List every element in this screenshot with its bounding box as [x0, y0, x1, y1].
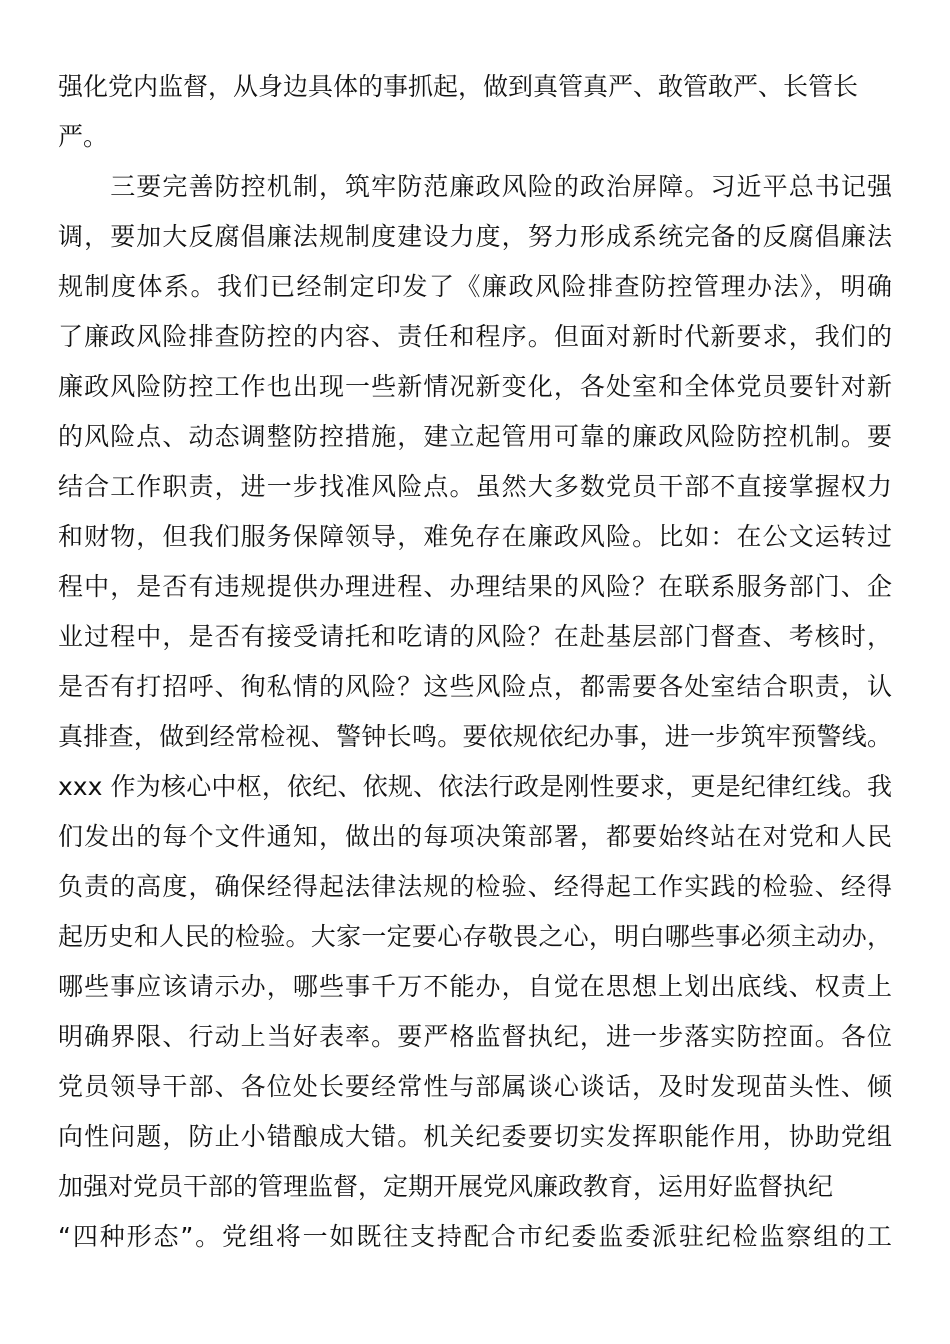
document-body-text [58, 62, 892, 1262]
text-line: 规制度体系。我们已经制定印发了《廉政风险排查防控管理办法》，明确 [58, 272, 892, 301]
text-line: 三要完善防控机制，筑牢防范廉政风险的政治屏障。习近平总书记强 [58, 172, 892, 201]
text-line: 结合工作职责，进一步找准风险点。虽然大多数党员干部不直接掌握权力 [58, 472, 892, 501]
text-line: 真排查，做到经常检视、警钟长鸣。要依规依纪办事，进一步筑牢预警线。 [58, 722, 892, 751]
text-line: “四种形态”。党组将一如既往支持配合市纪委监委派驻纪检监察组的工 [58, 1222, 892, 1251]
text-line: 哪些事应该请示办，哪些事千万不能办，自觉在思想上划出底线、权责上 [58, 972, 892, 1001]
text-line: 起历史和人民的检验。大家一定要心存敬畏之心，明白哪些事必须主动办， [58, 922, 892, 951]
text-line: 和财物，但我们服务保障领导，难免存在廉政风险。比如：在公文运转过 [58, 522, 892, 551]
text-line: 们发出的每个文件通知，做出的每项决策部署，都要始终站在对党和人民 [58, 822, 892, 851]
text-line: 强化党内监督，从身边具体的事抓起，做到真管真严、敢管敢严、长管长 [58, 72, 859, 101]
text-line: 了廉政风险排查防控的内容、责任和程序。但面对新时代新要求，我们的 [58, 322, 892, 351]
text-line: 是否有打招呼、徇私情的风险？这些风险点，都需要各处室结合职责，认 [58, 672, 892, 701]
text-line: 明确界限、行动上当好表率。要严格监督执纪，进一步落实防控面。各位 [58, 1022, 892, 1051]
text-line: 调，要加大反腐倡廉法规制度建设力度，努力形成系统完备的反腐倡廉法 [58, 222, 892, 251]
text-line: 的风险点、动态调整防控措施，建立起管用可靠的廉政风险防控机制。要 [58, 422, 892, 451]
text-line: 向性问题，防止小错酿成大错。机关纪委要切实发挥职能作用，协助党组 [58, 1122, 892, 1151]
text-line: 业过程中，是否有接受请托和吃请的风险？在赴基层部门督查、考核时， [58, 622, 892, 651]
text-line: 严。 [58, 122, 109, 151]
text-line: 加强对党员干部的管理监督，定期开展党风廉政教育，运用好监督执纪 [58, 1172, 834, 1201]
text-line: xxx 作为核心中枢，依纪、依规、依法行政是刚性要求，更是纪律红线。我 [58, 772, 892, 801]
text-line: 负责的高度，确保经得起法律法规的检验、经得起工作实践的检验、经得 [58, 872, 892, 901]
text-line: 程中，是否有违规提供办理进程、办理结果的风险？在联系服务部门、企 [58, 572, 892, 601]
text-line: 党员领导干部、各位处长要经常性与部属谈心谈话，及时发现苗头性、倾 [58, 1072, 892, 1101]
text-line: 廉政风险防控工作也出现一些新情况新变化，各处室和全体党员要针对新 [58, 372, 892, 401]
